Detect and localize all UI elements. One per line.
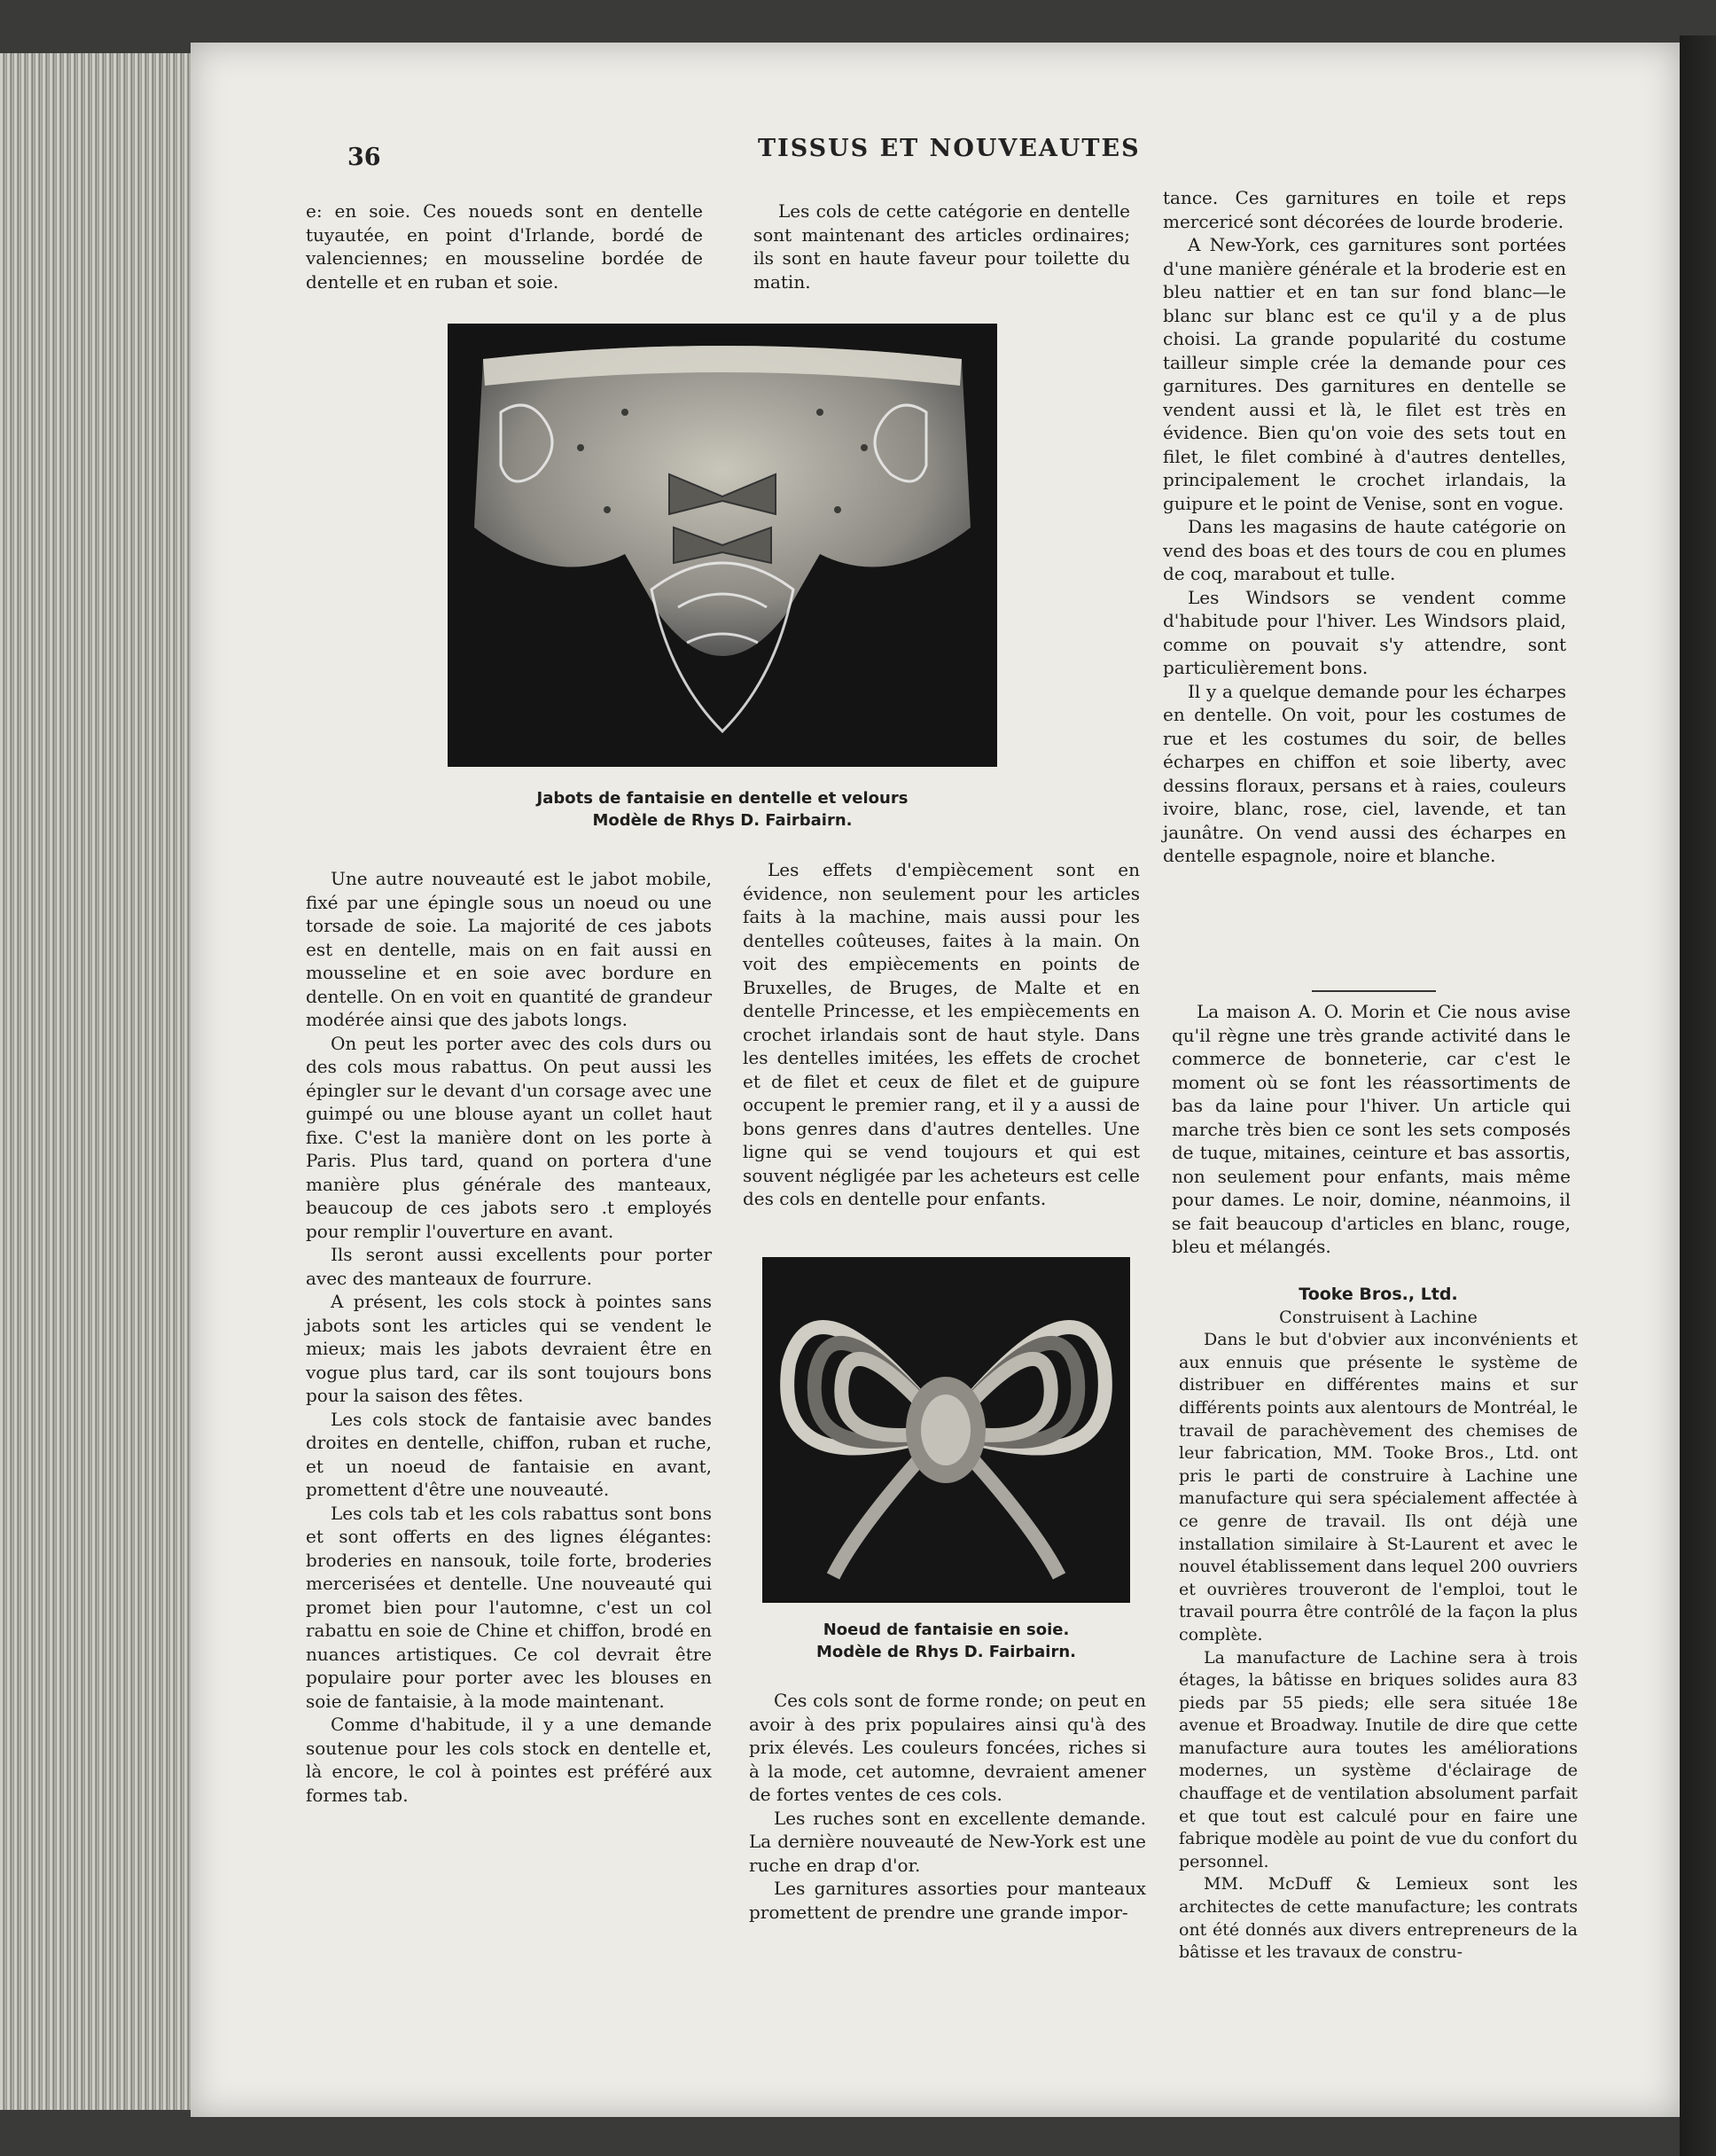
paragraph: La maison A. O. Morin et Cie nous avise qu'il règne une très grande activité dans le commerce de bonneterie, car c'est le moment où se font les réassortiments de bas da laine pour l'hiver. Un article qui marche très bien ce sont les sets composés de tuque, mitaines, ceinture et bas assortis, non seulement pour enfants, mais même pour dames. Le noir, domine, néanmoins, il se fait beaucoup d'articles en blanc, rouge, bleu et mélangés. bbox=[1172, 1001, 1571, 1257]
col2-bottom bbox=[749, 1689, 1146, 1924]
paragraph: Les garnitures assorties pour manteaux promettent de prendre une grande impor- bbox=[749, 1878, 1146, 1923]
paragraph: Ces cols sont de forme ronde; on peut en avoir à des prix populaires ainsi qu'à des prix élevés. Les couleurs foncées, riches si à la mode, cet automne, devraient amener de fortes ventes de ces cols. bbox=[749, 1690, 1146, 1805]
figure1-caption bbox=[448, 787, 997, 832]
paragraph: La manufacture de Lachine sera à trois étages, la bâtisse en briques solides aura 83 pieds par 55 pieds; elle sera située 18e avenue et Broadway. Inutile de dire que cette manufacture aura toutes les améliorations modernes, un système d'éclairage de chauffage et de ventilation absolument parfait et que tout est calculé pour en faire une fabrique modèle au point de vue du confort du personnel. bbox=[1179, 1647, 1578, 1871]
col2-middle bbox=[743, 858, 1140, 1211]
caption-line: Modèle de Rhys D. Fairbairn. bbox=[592, 811, 853, 830]
col3-part-c bbox=[1179, 1284, 1578, 1965]
paragraph: Dans le but d'obvier aux inconvénients et aux ennuis que présente le système de distribuer en différentes mains et sur différents points aux alentours de Montréal, le travail de parachèvement des chemises de leur fabrication, MM. Tooke Bros., Ltd. ont pris le parti de construire à Lachine une manufacture qui sera spécialement affectée à ce genre de travail. Ils ont déjà une installation similaire à St-Laurent et avec le nouvel établissement dans lequel 200 ouvriers et ouvrières trouveront de l'emploi, tout le travail pourra être contrôlé de la façon la plus complète. bbox=[1179, 1330, 1578, 1644]
paragraph: tance. Ces garnitures en toile et reps mercericé sont décorées de lourde broderie. bbox=[1163, 187, 1566, 232]
section-divider bbox=[1312, 990, 1436, 992]
jabot-photo bbox=[448, 324, 997, 767]
paragraph: Les cols de cette catégorie en dentelle sont maintenant des articles ordinaires; ils sont en haute faveur pour toilette du matin. bbox=[753, 200, 1130, 293]
bow-illustration bbox=[762, 1257, 1130, 1603]
bow-photo bbox=[762, 1257, 1130, 1603]
paragraph: e: en soie. Ces noueds sont en dentelle tuyautée, en point d'Irlande, bordé de valenciennes; en mousseline bordée de dentelle et en ruban et soie. bbox=[306, 200, 703, 293]
paragraph: Les ruches sont en excellente demande. La dernière nouveauté de New-York est une ruche en drap d'or. bbox=[749, 1807, 1146, 1876]
section-subheading: Construisent à Lachine bbox=[1279, 1307, 1478, 1327]
col3-part-a bbox=[1163, 186, 1566, 868]
paragraph: Les Windsors se vendent comme d'habitude pour l'hiver. Les Windsors plaid, comme on pouvait s'y attendre, sont particulièrement bons. bbox=[1163, 586, 1566, 678]
paragraph: Les effets d'empiècement sont en évidence, non seulement pour les articles faits à la machine, mais aussi pour les dentelles coûteuses, faites à la main. On voit des empiècements en points de Bruxelles, de Bruges, de Malte et en dentelle Princesse, et les empiècements en crochet irlandais sont de haut style. Dans les dentelles imitées, les effets de crochet et de filet et ceux de filet et de guipure occupent le premier rang, et il y a aussi de bons genres dans d'autres dentelles. Une ligne qui se vend toujours et qui est souvent négligée par les acheteurs est celle des cols en dentelle pour enfants. bbox=[743, 859, 1140, 1209]
jabot-illustration bbox=[448, 324, 997, 767]
paragraph: Il y a quelque demande pour les écharpes en dentelle. On voit, pour les costumes de rue et les costumes du soir, de belles écharpes en chiffon et soie liberty, avec dessins floraux, persans et à raies, couleurs ivoire, blanc, rose, ciel, lavende, et tan jaunâtre. On vend aussi des écharpes en dentelle espagnole, noire et blanche. bbox=[1163, 680, 1566, 866]
col3-part-b bbox=[1172, 1000, 1571, 1259]
page-title: TISSUS ET NOUVEAUTES bbox=[758, 135, 1141, 162]
right-shadow bbox=[1680, 35, 1716, 2156]
col1-bottom bbox=[306, 867, 712, 1807]
paragraph: MM. McDuff & Lemieux sont les architectes de cette manufacture; les contrats ont été donnés aux divers entrepreneurs de la bâtisse et les travaux de constru- bbox=[1179, 1874, 1578, 1963]
col1-top bbox=[306, 199, 703, 293]
section-heading: Tooke Bros., Ltd. bbox=[1299, 1285, 1458, 1304]
page-number: 36 bbox=[347, 144, 381, 171]
paragraph: Ils seront aussi excellents pour porter avec des manteaux de fourrure. bbox=[306, 1244, 712, 1289]
paragraph: Comme d'habitude, il y a une demande soutenue pour les cols stock en dentelle et, là encore, le col à pointes est préféré aux formes tab. bbox=[306, 1714, 712, 1806]
paragraph: Une autre nouveauté est le jabot mobile, fixé par une épingle sous un noeud ou une torsade de soie. La majorité de ces jabots est en dentelle, mais on en fait aussi en mousseline et en soie avec bordure en dentelle. On en voit en quantité de grandeur modérée ainsi que des jabots longs. bbox=[306, 868, 712, 1030]
paragraph: Dans les magasins de haute catégorie on vend des boas et des tours de cou en plumes de coq, marabout et tulle. bbox=[1163, 516, 1566, 584]
paragraph: A New-York, ces garnitures sont portées d'une manière générale et la broderie est en bleu nattier et en tan sur fond blanc—le blanc sur blanc est ce qu'il y a de plus choisi. La grande popularité du costume tailleur simple crée la demande pour ces garnitures. Des garnitures en dentelle se vendent aussi et là, le filet est très en évidence. Bien qu'on voie des sets tout en filet, le filet combiné à d'autres dentelles, principalement le crochet irlandais, la guipure et le point de Venise, sont en vogue. bbox=[1163, 234, 1566, 514]
paragraph: On peut les porter avec des cols durs ou des cols mous rabattus. On peut aussi les épingler sur le devant d'un corsage avec une guimpé ou une blouse ayant un collet haut fixe. C'est la manière dont on les porte à Paris. Plus tard, quand on portera d'une manière plus générale des manteaux, beaucoup de ces jabots sero .t employés pour remplir l'ouverture en avant. bbox=[306, 1032, 712, 1242]
paragraph: Les cols tab et les cols rabattus sont bons et sont offerts en des lignes élégantes: broderies en nansouk, toile forte, broderies mercerisées et dentelle. Une nouveauté qui promet bien pour l'automne, c'est un col rabattu en soie de Chine et chiffon, brodé en nuances artistiques. Ce col devrait être populaire pour porter avec les blouses en soie de fantaisie, à la mode maintenant. bbox=[306, 1502, 712, 1712]
paragraph: Les cols stock de fantaisie avec bandes droites en dentelle, chiffon, ruban et ruche, et un noeud de fantaisie en avant, promettent d'être une nouveauté. bbox=[306, 1408, 712, 1500]
caption-line: Jabots de fantaisie en dentelle et velours bbox=[536, 789, 909, 808]
caption-line: Modèle de Rhys D. Fairbairn. bbox=[816, 1643, 1076, 1661]
book-page-edges bbox=[0, 53, 209, 2110]
caption-line: Noeud de fantaisie en soie. bbox=[823, 1621, 1070, 1639]
paragraph: A présent, les cols stock à pointes sans jabots sont les articles qui se vendent le mieux; mais les jabots devraient être en vogue plus tard, car ils sont toujours bons pour la saison des fêtes. bbox=[306, 1291, 712, 1406]
figure2-caption bbox=[762, 1619, 1130, 1663]
col2-top bbox=[753, 199, 1130, 293]
